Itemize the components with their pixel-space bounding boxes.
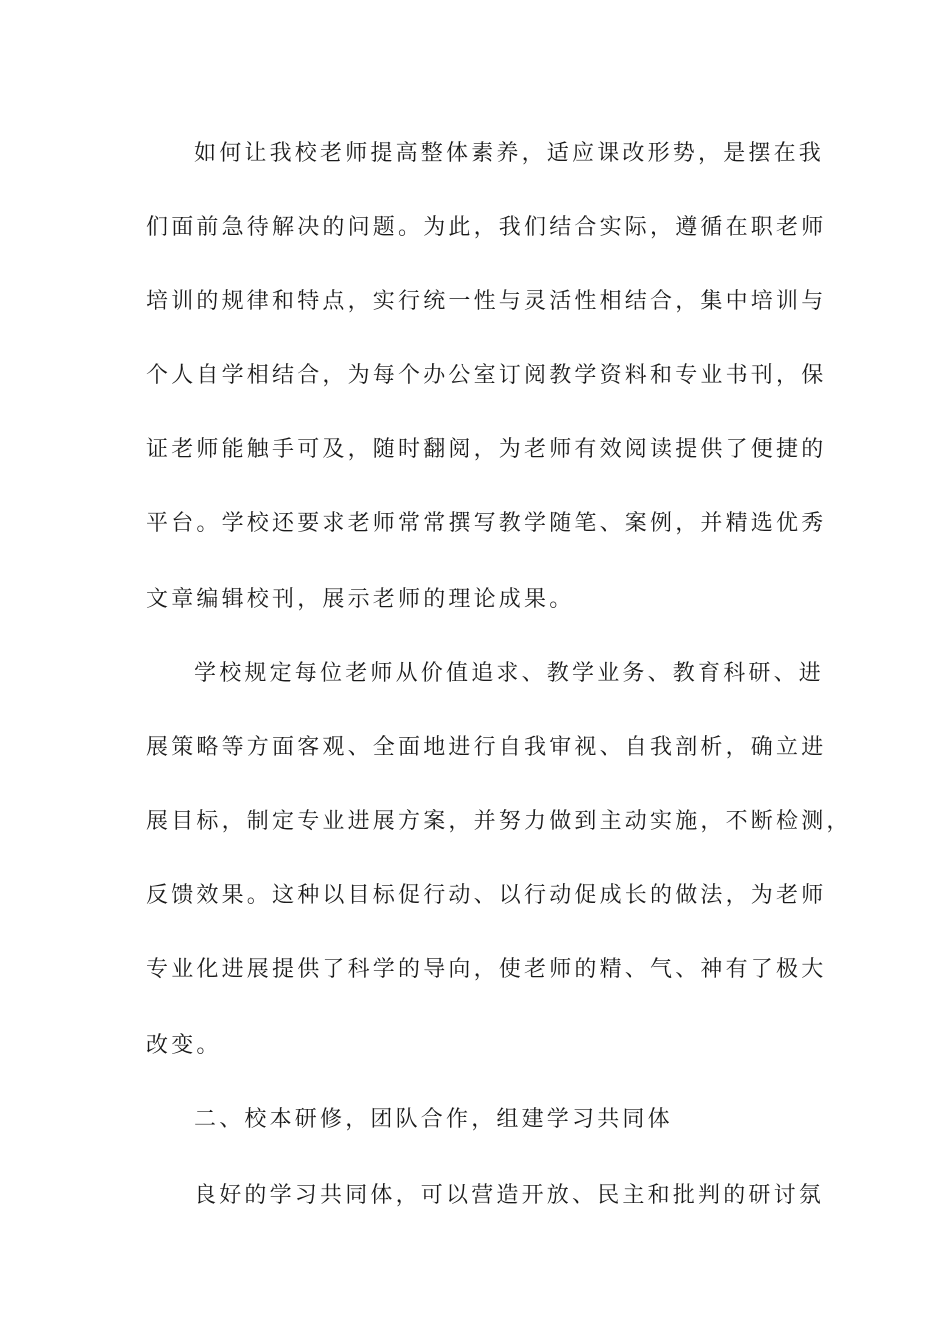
paragraph-1-line-7: 文章编辑校刊，展示老师的理论成果。: [146, 587, 575, 612]
paragraph-1-line-5: 证老师能触手可及，随时翻阅，为老师有效阅读提供了便捷的: [146, 437, 827, 462]
paragraph-1-line-4: 个人自学相结合，为每个办公室订阅教学资料和专业书刊，保: [146, 363, 827, 388]
paragraph-2-line-6: 改变。: [146, 1033, 222, 1058]
paragraph-2-line-5: 专业化进展提供了科学的导向，使老师的精、气、神有了极大: [146, 957, 827, 982]
paragraph-2-line-4: 反馈效果。这种以目标促行动、以行动促成长的做法，为老师: [146, 883, 827, 908]
paragraph-2-line-3: 展目标，制定专业进展方案，并努力做到主动实施，不断检测，: [146, 809, 852, 834]
paragraph-1-line-2: 们面前急待解决的问题。为此，我们结合实际，遵循在职老师: [146, 215, 827, 240]
paragraph-3-line-1: 良好的学习共同体，可以营造开放、民主和批判的研讨氛: [194, 1183, 825, 1208]
paragraph-2-line-1: 学校规定每位老师从价值追求、教学业务、教育科研、进: [194, 661, 825, 686]
paragraph-2-line-2: 展策略等方面客观、全面地进行自我审视、自我剖析，确立进: [146, 735, 827, 760]
paragraph-1-line-6: 平台。学校还要求老师常常撰写教学随笔、案例，并精选优秀: [146, 511, 827, 536]
paragraph-1-line-3: 培训的规律和特点，实行统一性与灵活性相结合，集中培训与: [146, 289, 827, 314]
section-heading: 二、校本研修，团队合作，组建学习共同体: [194, 1107, 673, 1132]
paragraph-1-line-1: 如何让我校老师提高整体素养，适应课改形势，是摆在我: [194, 141, 825, 166]
